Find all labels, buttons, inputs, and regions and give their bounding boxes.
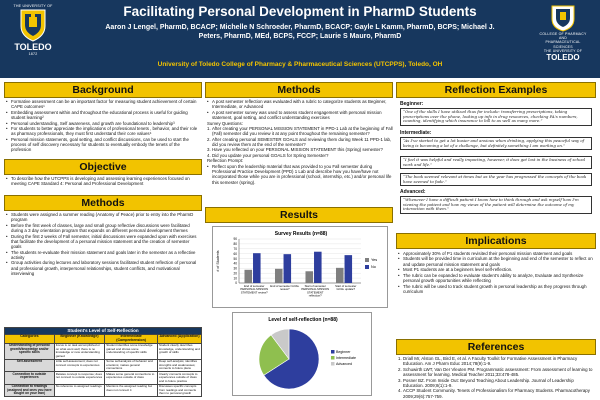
y-tick-label: 70 [233, 246, 237, 251]
poster-header [0, 0, 600, 78]
background-bullet: • Personal mission statements, goal setting, and conflict discussions, can be used to start the process of self discovery necessary for students to eventually embody the tenets of the profession [6, 137, 200, 153]
legend-swatch [331, 350, 335, 354]
y-axis-label: # of Students [216, 250, 220, 272]
bar-no [284, 254, 292, 283]
table-cell: Student identifies some knowledge gained and shows some understanding of specific skills [105, 343, 158, 359]
table-row-category: Connection to readings (assigned and ones you have sought on your own) [5, 384, 55, 397]
intermediate-quote: “I feel it was helpful and really impacting, however, it does get lost in the business of school work and life.” [400, 156, 592, 169]
table-row-category: Understanding of personal growth/knowledge and/or specific skills [5, 343, 55, 359]
bar-yes [244, 270, 252, 283]
authors-line-2: Peters, PharmD, MEd, BCPS, FCCP; Laurie S Mauro, PharmD [198, 33, 402, 40]
beginner-quote: “One of the skills I have utilized thus far include: transferring prescriptions, taking prescriptions over the phone, looking up info in drug resources, checking PA's numbers, counting, identifying which insurance to bill to as well as many more.” [400, 108, 592, 126]
implications-bullet: • Most P1 students are at a beginners level self-reflection. [398, 267, 594, 272]
table-cell: Discusses specific concepts from readings and connects them to personal growth [158, 384, 202, 397]
reflection-prompt-bullet: • Reflect upon the leadership material that was provided to you Fall semester during Professional Practice Development (PPD) 1 Lab and describe how you have/have not incorporated those while you are in professional (school, internship, etc.) and/or personal life this semester (spring). [207, 164, 393, 185]
logo-right-name: TOLEDO [546, 53, 580, 63]
x-tick-label: Start of semester PERSONAL MISSION STATEMENT reflection? [301, 284, 330, 298]
objective-heading: Objective [4, 159, 202, 175]
intermediate-quote: “As I've started to get a lot busier and anxious when drinking, applying this peaceful way of being is becoming a lot of a challenge, but definitely something I am working on.” [400, 137, 592, 150]
self-reflection-chart [232, 312, 372, 396]
legend-swatch [365, 258, 369, 262]
table-cell: Student clearly describes knowledge, understanding and growth of skills [158, 343, 202, 359]
methods-mid-heading: Methods [205, 82, 393, 98]
table-cell: Some self-analysis of behavior and emotions; makes general connections [105, 359, 158, 372]
bar-yes [336, 268, 344, 283]
table-cell: Relates concept to response; does not connect to outside experiences [54, 372, 104, 385]
implications-bullet: • The rubric can be expanded to evaluate student's ability to analyze, Evaluate and Synthesize personal growth opportunities while reflecting [398, 273, 594, 284]
table-cell: No reference to assigned readings [54, 384, 104, 397]
methods-mid-section [207, 99, 393, 185]
poster-authors [64, 23, 536, 41]
y-tick-label: 40 [233, 261, 237, 266]
chart-title: Survey Results (n=88) [274, 231, 328, 237]
authors-line-1: Aaron J Lengel, PharmD, BCACP; Michelle N Schroeder, PharmD, BCACP; Gayle L Kamm, PharmD, BCPS; Michael J. [105, 24, 495, 31]
legend-entry: Yes [371, 258, 378, 262]
chart-title: Level of self-reflection (n=88) [268, 317, 338, 323]
y-tick-label: 10 [233, 276, 237, 281]
y-tick-label: 0 [235, 281, 237, 286]
survey-question: 2. After creating personal SEMESTER GOALS and reviewing them during Week 11 PPD-1 lab, did you review them at the end of the semester? [207, 136, 392, 147]
references-section [398, 356, 594, 399]
reference-item: 2. Schuwirth LWT, Van Der Vleuten PM. Programmatic assessment: From assessment of learning to assessment for learning. Medical Teacher 2011;33:478-485. [398, 366, 593, 378]
legend-entry: Intermediate [336, 356, 356, 360]
background-bullet: • For students to better appreciate the implications of professional tenets , behavior, and their role as pharmacy professionals, they must first understand their core values⁴ [6, 126, 200, 137]
legend-swatch [331, 356, 335, 360]
references-heading: References [396, 339, 596, 355]
logo-left-top-text: THE UNIVERSITY OF [13, 4, 53, 8]
table-cell: Deep self-analysis; identifies strengths and weaknesses; connects to future plans [158, 359, 202, 372]
legend-swatch [331, 362, 335, 366]
table-column-header: Intermediate (Comprehension) [105, 334, 158, 343]
background-section [6, 99, 200, 153]
logo-left-name: TOLEDO [14, 42, 52, 52]
y-tick-label: 90 [233, 237, 237, 242]
legend-entry: Beginner [336, 350, 351, 354]
background-bullet: • Formative assessment can be an important factor for measuring student achievement of certain CAPE outcomes¹ [6, 99, 200, 110]
table-row-category: Self-assessment [5, 359, 55, 372]
intermediate-label: Intermediate: [400, 130, 432, 136]
self-reflection-table [4, 327, 202, 397]
university-logo-left [6, 4, 60, 70]
survey-questions-label: Survey Questions: [207, 120, 243, 126]
college-seal-icon [550, 4, 576, 32]
table-row [5, 359, 202, 372]
methods-left-bullet: • Group activities during lectures and laboratory sessions facilitated student reflection of personal and professional growth, interpersonal relationships, student conflicts, and motivational interviewing [6, 260, 200, 276]
x-tick-label: Start of semester GOAL update? [335, 284, 357, 292]
table-cell: Little self-assessment; does not connect concepts to experiences [54, 359, 104, 372]
reference-item: 4. ACCP Student Community. Tenets of Professionalism for Pharmacy Students. Pharmacotherapy 2009;29(6):757-759. [398, 388, 590, 399]
legend-entry: Advanced [336, 362, 352, 366]
methods-mid-bullet: • A post semester survey was used to assess student engagement with personal mission statement, goal setting, and conflict understanding exercises [207, 110, 393, 121]
table-row-category: Connection to outside experiences [5, 372, 55, 385]
implications-heading: Implications [396, 233, 596, 249]
table-row [5, 343, 202, 359]
survey-question: 3. Have you reflected on your PERSONAL MISSION STATEMENT this (Spring) semester? [207, 147, 383, 153]
survey-results-svg [213, 227, 389, 309]
methods-left-bullet: • The students re-evaluate their mission statement and goals later in the semester as a reflective activity [6, 250, 200, 261]
y-tick-label: 80 [233, 242, 237, 247]
methods-left-section [6, 212, 200, 277]
background-bullet: • Embedding assessment within and throughout the educational process is useful for guiding student learning² [6, 110, 200, 121]
table-caption: Student's Level of Self-Reflection [5, 328, 202, 335]
logo-right-line-1: COLLEGE OF PHARMACY AND [539, 32, 587, 41]
methods-left-heading: Methods [4, 195, 202, 211]
bar-no [314, 252, 322, 283]
table-cell: Makes some general connections to experiences outside of class [105, 372, 158, 385]
logo-right-line-3: THE UNIVERSITY OF [543, 48, 583, 53]
poster-affiliation: University of Toledo College of Pharmacy & Pharmaceutical Sciences (UTCPPS), Toledo, OH [157, 61, 443, 68]
logo-right-line-2: PHARMACEUTICAL SCIENCES [545, 40, 581, 49]
bar-yes [305, 271, 313, 283]
reflection-examples-heading: Reflection Examples [396, 82, 596, 98]
survey-question: 1. After creating your PERSONAL MISSION STATEMENT in PPD-1 Lab at the beginning of Fall (Fall) semester did you review it at any point throughout the remaining semester? [207, 125, 393, 137]
implications-section [398, 251, 594, 294]
survey-results-chart [212, 226, 388, 308]
y-tick-label: 60 [233, 251, 237, 256]
reference-item: 1. Driall Mr, Alston GL, Bird E, et al. A Faculty Toolkit for Formative Assessment in Pharmacy Education. Am J Pharm Educ 2014;78(9):1-9. [398, 356, 578, 367]
advanced-label: Advanced: [400, 189, 426, 195]
x-tick-label: End of semester PERSONAL MISSION STATEMENT review? [240, 284, 269, 295]
intermediate-quote: “The book seemed relevant at times but as the year has progressed the concepts of the book have seemed to fade.” [400, 173, 592, 186]
x-tick-label: End of semester GOAL review? [270, 284, 300, 292]
bar-no [345, 255, 353, 283]
table-cell: Mentions the assigned reading but does not connect it [105, 384, 158, 397]
reflection-prompt-label: Reflection Prompt: [207, 158, 244, 164]
implications-bullet: • Students will be provided time in curriculum at the beginning and end of the semester to reflect on and update personal mission statement and goals [398, 256, 594, 267]
table-column-header: Beginner (Knowledge) [54, 334, 104, 343]
college-logo-right [536, 4, 590, 70]
beginner-label: Beginner: [400, 101, 424, 107]
y-tick-label: 30 [233, 266, 237, 271]
background-heading: Background [4, 82, 202, 98]
table-cell: Clearly connects concepts to experiences outside of class and to future practice [158, 372, 202, 385]
advanced-quote: “Whenever I have a difficult patient I know how to think through and ask myself how I'm viewing the patient and how my views of the patient will determine the outcome of my interaction with them.” [400, 196, 592, 214]
table-row [5, 372, 202, 385]
methods-left-bullet: • During the first 2 weeks of Fall semester, initial discussions were expanded upon with exercises that facilitate the development of a personal mission statement and the creation of semester goals [6, 234, 200, 250]
background-bullet: • Personal understanding, Self awareness, and growth are foundational to leadership³ [6, 121, 200, 126]
objective-bullet: • To describe how the UTCPPS is developing and assessing learning experiences focused on meeting CAPE Standard 4: Personal and Professional Development [6, 176, 200, 187]
logo-left-year: 1872 [28, 52, 38, 56]
table-cell: Focus is on task accomplished or on what went well; there is no knowledge or new understanding gained [54, 343, 104, 359]
reference-item: 3. Posner BZ. From Inside Out: Beyond Teaching About Leadership. Journal of Leadership Education. 2009;8(1):1-9. [398, 377, 574, 388]
implications-bullet: • Approximately 30% of P1 students revisited their personal mission statement and goals [398, 251, 594, 256]
bar-yes [275, 269, 283, 283]
methods-mid-bullet: • A post semester reflection was evaluated with a rubric to categorize students as Beginner, Intermediate, or Advanced [207, 99, 393, 110]
objective-section [6, 176, 200, 187]
methods-left-bullet: • Students were assigned a summer reading (Anatomy of Peace) prior to entry into the PharmD program [6, 212, 200, 223]
bar-no [253, 253, 261, 283]
y-tick-label: 20 [233, 271, 237, 276]
methods-left-bullet: • Before the first week of classes, large and small group reflective discussions were facilitated during a 3 day orientation program that expands on different personal development themes [6, 223, 200, 234]
survey-question: 4. Did you update your personal GOALS for Spring Semester? [207, 152, 329, 158]
poster-title: Facilitating Personal Development in PharmD Students [123, 4, 477, 19]
results-heading: Results [205, 207, 393, 223]
implications-bullet: • The rubric will be used to track student growth in personal leadership as they progress through curriculum [398, 284, 594, 295]
university-seal-icon [18, 8, 48, 42]
self-reflection-svg [233, 313, 373, 397]
table-row [5, 384, 202, 397]
y-tick-label: 50 [233, 256, 237, 261]
table-column-header: Categories [5, 334, 55, 343]
table-column-header: Advanced (Application) [158, 334, 202, 343]
legend-entry: No [371, 265, 376, 269]
legend-swatch [365, 265, 369, 269]
